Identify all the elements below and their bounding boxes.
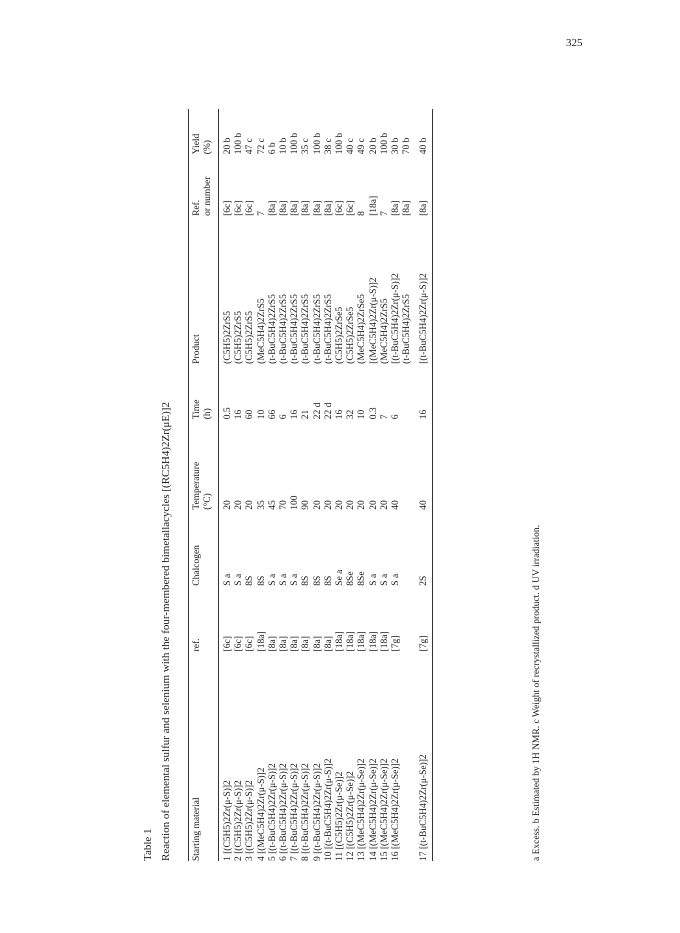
header-ref-or-number: [189, 154, 219, 216]
table-cell-time: 66: [267, 409, 278, 420]
table-cell-ref2: [8a]: [323, 200, 334, 216]
table-cell-time: 16: [413, 364, 433, 419]
table-cell-start: 9 [(t-BuC5H4)2Zr(μ-S)]2: [312, 763, 323, 861]
table-cell-chal: 2S: [413, 510, 433, 586]
table-row: [335, 109, 346, 861]
table-cell-chal: 8S: [256, 575, 267, 586]
table-cell-time: 6: [390, 414, 401, 420]
table-row: [313, 109, 324, 861]
table-cell-product: (MeC5H4)2ZrS5: [256, 298, 267, 364]
table-cell-time: 16: [234, 409, 245, 420]
table-cell-time: 0.3: [368, 407, 379, 420]
header-ref-or-number-label-2: or number: [203, 176, 213, 216]
table-cell-chal: Se a: [334, 569, 345, 586]
table-cell-start: 6 [(t-BuC5H4)2Zr(μ-S)]2: [279, 763, 290, 861]
table-cell-product: (MeC5H4)2ZrSe5: [357, 294, 368, 364]
table-cell-product: [(t-BuC5H4)2Zr(μ-S)]2: [413, 216, 433, 364]
table-cell-chal: 8S: [312, 575, 323, 586]
table-cell-chal: 8S: [323, 575, 334, 586]
table-cell-chal: S a: [223, 573, 234, 586]
table-row: [268, 109, 279, 861]
table-cell-temp: 35: [256, 500, 267, 510]
table-cell-chal: 8Se: [346, 571, 357, 586]
table-cell-ref2: [8a]: [279, 200, 290, 216]
table-cell-ref2: [6c]: [346, 200, 357, 216]
table-cell-ref: [8a]: [323, 636, 334, 652]
table-cell-product: (t-BuC5H4)2ZrS5: [323, 294, 334, 364]
table-cell-yield: 70 b: [402, 137, 413, 155]
table-cell-yield: 100 b: [234, 132, 245, 155]
table-cell-product: (C5H5)2ZrSe5: [346, 306, 357, 364]
table-cell-temp: 20: [312, 500, 323, 510]
table-cell-yield: 40 c: [346, 138, 357, 155]
table-cell-yield: 6 b: [267, 142, 278, 155]
table-cell-product: (t-BuC5H4)2ZrS5: [301, 294, 312, 364]
table-row: [245, 109, 256, 861]
table-cell-time: 22 d: [312, 402, 323, 420]
table-cell-start: 12 [(C5H5)2Zr(μ-Se)]2: [346, 771, 357, 861]
header-time-unit: (h): [203, 408, 213, 420]
table-cell-product: (C5H5)2ZrS5: [234, 311, 245, 364]
table-cell-temp: 20: [368, 500, 379, 510]
table-cell-start: 4 [(MeC5H4)2Zr(μ-S)]2: [256, 767, 267, 861]
table-cell-ref2: [6c]: [223, 200, 234, 216]
table-cell-yield: 35 c: [301, 138, 312, 155]
table-cell-ref: [6c]: [245, 636, 256, 652]
header-temperature: [189, 419, 219, 509]
table-cell-start: 8 [(t-BuC5H4)2Zr(μ-S)]2: [301, 763, 312, 861]
table-cell-temp: 20: [346, 500, 357, 510]
header-ref-or-number-label: Ref.: [192, 199, 202, 216]
table-cell-chal: S a: [279, 573, 290, 586]
table-cell-temp: 40: [390, 500, 401, 510]
table-row: [402, 109, 413, 861]
header-yield: [189, 109, 219, 154]
table-cell-ref2: [18a]: [368, 195, 379, 216]
table-cell-ref: [18a]: [357, 631, 368, 652]
table-cell-yield: 38 c: [323, 138, 334, 155]
table-cell-ref: [18a]: [256, 631, 267, 652]
table-cell-temp: 70: [279, 500, 290, 510]
table-cell-time: 16: [334, 409, 345, 420]
table-cell-yield: 10 b: [279, 137, 290, 155]
table-cell-ref: [8a]: [267, 636, 278, 652]
table-cell-chal: 8Se: [357, 571, 368, 586]
table-cell-ref: [18a]: [368, 631, 379, 652]
table-header-row: [189, 109, 219, 861]
table-cell-start: 11 [(C5H5)2Zr(μ-Se)]2: [334, 771, 345, 861]
data-table: [188, 109, 433, 861]
table-cell-product: [(t-BuC5H4)2Zr(μ-S)]2: [390, 273, 401, 364]
table-row: [368, 109, 379, 861]
table-row: [357, 109, 368, 861]
table-cell-start: 13 [(MeC5H4)2Zr(μ-Se)]2: [357, 758, 368, 861]
table-cell-temp: [402, 419, 413, 509]
table-cell-ref2: [6c]: [234, 200, 245, 216]
table-cell-ref: [7g]: [413, 586, 433, 652]
table-cell-time: 32: [346, 409, 357, 420]
table-cell-product: (t-BuC5H4)2ZrS5: [402, 294, 413, 364]
table-cell-product: (C5H5)2ZrSe5: [334, 306, 345, 364]
header-product: Product: [192, 334, 202, 364]
table-cell-ref: [8a]: [312, 636, 323, 652]
table-cell-yield: 49 c: [357, 138, 368, 155]
table-cell-start: 1 [(C5H5)2Zr(μ-S)]2: [223, 780, 234, 861]
table-cell-product: (MeC5H4)2ZrS5: [379, 298, 390, 364]
table-cell-yield: 47 c: [245, 138, 256, 155]
table-cell-ref: [6c]: [223, 636, 234, 652]
table-cell-chal: 8S: [301, 575, 312, 586]
table-cell-yield: 100 b: [290, 132, 301, 155]
table-cell-chal: S a: [368, 573, 379, 586]
table-cell-product: (t-BuC5H4)2ZrS5: [290, 294, 301, 364]
table-cell-ref2: [8a]: [413, 154, 433, 216]
table-cell-chal: S a: [379, 573, 390, 586]
table-cell-ref2: [8a]: [267, 200, 278, 216]
table-label: Table 1: [142, 828, 154, 861]
table-cell-product: (C5H5)2ZrS5: [245, 311, 256, 364]
table-cell-temp: 20: [379, 500, 390, 510]
table-cell-temp: 20: [323, 500, 334, 510]
table-cell-start: 2 [(C5H5)2Zr(μ-S)]2: [234, 780, 245, 861]
table-cell-chal: 8S: [245, 575, 256, 586]
table-cell-ref2: 7: [256, 211, 267, 216]
table-row: [380, 109, 391, 861]
header-yield-label: Yield: [192, 133, 202, 155]
table-cell-ref: [6c]: [234, 636, 245, 652]
table-body: [219, 109, 433, 861]
table-cell-start: 14 [(MeC5H4)2Zr(μ-Se)]2: [368, 758, 379, 861]
table-cell-start: 15 [(MeC5H4)2Zr(μ-Se)]2: [379, 758, 390, 861]
table-row: [413, 109, 433, 861]
table-cell-yield: 40 b: [413, 109, 433, 154]
table-cell-ref2: [6c]: [334, 200, 345, 216]
rotated-table-block: [140, 95, 560, 875]
table-row: [346, 109, 357, 861]
table-row: [301, 109, 312, 861]
table-cell-ref2: [8a]: [301, 200, 312, 216]
table-cell-start: 16 [(MeC5H4)2Zr(μ-Se)]2: [390, 758, 401, 861]
table-row: [234, 109, 245, 861]
header-temperature-label: Temperature: [192, 461, 202, 510]
header-time-label: Time: [192, 399, 202, 420]
table-cell-ref: [18a]: [379, 631, 390, 652]
table-cell-yield: 72 c: [256, 138, 267, 155]
table-cell-start: [402, 651, 413, 861]
table-row: [324, 109, 335, 861]
table-cell-yield: 20 b: [223, 137, 234, 155]
table-cell-ref2: [6c]: [245, 200, 256, 216]
table-row: [290, 109, 301, 861]
table-cell-product: (t-BuC5H4)2ZrS5: [279, 294, 290, 364]
table-cell-temp: 100: [290, 495, 301, 510]
table-cell-start: 10 [(t-BuC5H4)2Zr(μ-S)]2: [323, 758, 334, 861]
table-cell-ref: [7g]: [390, 635, 401, 652]
table-cell-product: [(MeC5H4)2Zr(μ-S)]2: [368, 277, 379, 364]
table-cell-time: 10: [256, 409, 267, 420]
table-cell-time: 6: [279, 414, 290, 420]
table-row: [279, 109, 290, 861]
header-temperature-unit: (°C): [203, 493, 213, 510]
table-cell-temp: 90: [301, 500, 312, 510]
table-cell-time: 7: [379, 414, 390, 420]
table-cell-temp: 20: [234, 500, 245, 510]
table-cell-ref2: 7: [379, 211, 390, 216]
table-cell-yield: 30 b: [390, 137, 401, 155]
table-cell-time: 16: [290, 409, 301, 420]
table-cell-product: (t-BuC5H4)2ZrS5: [267, 294, 278, 364]
table-cell-product: (C5H5)2ZrS5: [223, 311, 234, 364]
table-row: [219, 109, 235, 861]
table-cell-temp: 20: [357, 500, 368, 510]
header-starting-material: Starting material: [192, 797, 202, 861]
table-cell-ref2: 8: [357, 211, 368, 216]
table-cell-yield: 100 b: [379, 132, 390, 155]
table-row: [257, 109, 268, 861]
table-row: [391, 109, 402, 861]
table-cell-start: 17 [(t-BuC5H4)2Zr(μ-Se)]2: [413, 651, 433, 861]
table-cell-ref: [18a]: [334, 631, 345, 652]
table-cell-time: [402, 364, 413, 419]
table-cell-time: 10: [357, 409, 368, 420]
table-cell-ref2: [8a]: [402, 200, 413, 216]
table-cell-temp: 45: [267, 500, 278, 510]
table-cell-temp: 40: [413, 419, 433, 509]
table-cell-yield: 20 b: [368, 137, 379, 155]
table-cell-ref: [402, 586, 413, 652]
table-cell-ref2: [8a]: [390, 200, 401, 216]
header-time: [189, 364, 219, 419]
table-cell-ref: [8a]: [290, 636, 301, 652]
table-caption: Reaction of elemental sulfur and selenium with the four-membered bimetallacycles [(RC5H4)2Zr(μE)]2: [160, 402, 172, 861]
header-chalcogen: Chalcogen: [192, 545, 202, 586]
table-cell-product: (t-BuC5H4)2ZrS5: [312, 294, 323, 364]
table-cell-chal: S a: [390, 573, 401, 586]
header-yield-unit: (%): [203, 140, 213, 155]
table-cell-ref2: [8a]: [312, 200, 323, 216]
table-footnote: a Excess. b Estimated by 1H NMR. c Weight of recrystallized product. d UV irradiation.: [532, 524, 542, 861]
table-cell-temp: 20: [334, 500, 345, 510]
header-ref: ref.: [192, 638, 202, 652]
table-cell-start: 3 [(C5H5)2Zr(μ-S)]2: [245, 780, 256, 861]
table-cell-ref: [18a]: [346, 631, 357, 652]
table-cell-chal: S a: [267, 573, 278, 586]
table-cell-time: 21: [301, 409, 312, 420]
table-cell-chal: [402, 510, 413, 586]
table-cell-temp: 20: [223, 500, 234, 510]
page-number: 325: [566, 37, 583, 49]
table-cell-time: 0.5: [223, 407, 234, 420]
table-cell-time: 22 d: [323, 402, 334, 420]
table-cell-chal: S a: [234, 573, 245, 586]
table-cell-ref: [8a]: [301, 636, 312, 652]
table-cell-yield: 100 b: [334, 132, 345, 155]
table-cell-start: 7 [(t-BuC5H4)2Zr(μ-S)]2: [290, 763, 301, 861]
table-cell-start: 5 [(t-BuC5H4)2Zr(μ-S)]2: [267, 763, 278, 861]
table-cell-yield: 100 b: [312, 132, 323, 155]
table-cell-ref2: [8a]: [290, 200, 301, 216]
table-cell-time: 60: [245, 409, 256, 420]
table-cell-ref: [8a]: [279, 636, 290, 652]
table-cell-chal: S a: [290, 573, 301, 586]
table-cell-temp: 20: [245, 500, 256, 510]
